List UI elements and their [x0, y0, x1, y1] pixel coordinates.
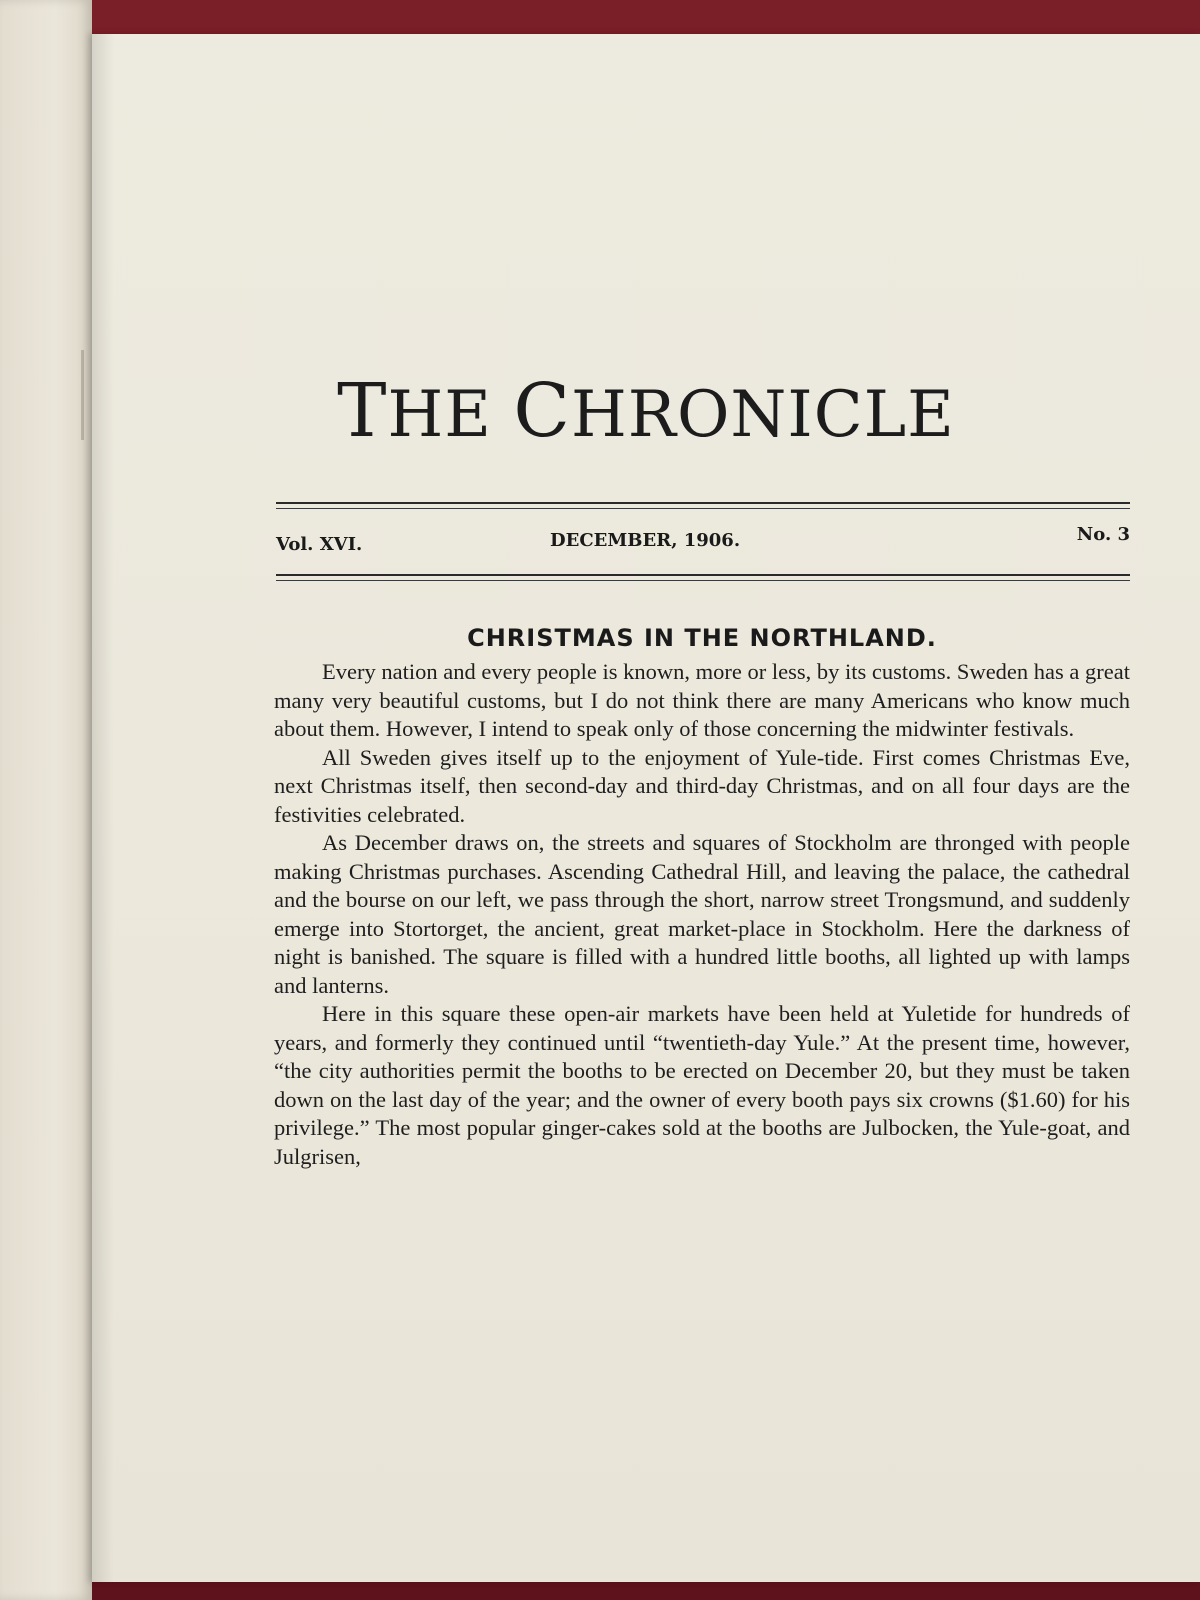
top-double-rule [276, 502, 1130, 509]
masthead-letter-c: C [513, 368, 571, 454]
article-paragraph: Every nation and every people is known, more or less, by its customs. Sweden has a great many very beautiful customs, but I do not think there are many Americans who know much about them. However, I intend to speak only of those concerning the midwinter festivals. [274, 659, 1130, 741]
masthead-word-chronicle: HRONICLE [570, 378, 955, 452]
rule-line [276, 580, 1130, 581]
masthead-letter-t: T [337, 368, 388, 454]
issue-number: No. 3 [1076, 524, 1130, 545]
masthead-word-the: HE [387, 378, 492, 452]
gutter-shadow [92, 34, 114, 1582]
rule-line [276, 508, 1130, 509]
article-paragraph: As December draws on, the streets and squares of Stockholm are thronged with people making Christmas purchases. Ascending Cathedral Hill, and leaving the palace, the cathedral and the bourse on our left, we pass through the short, narrow street Trongsmund, and suddenly emerge into Stortorget, the ancient, great market-place in Stockholm. Here the darkness of night is banished. The square is filled with a hundred little booths, all lighted up with lamps and lanterns. [274, 830, 1130, 998]
fold-mark [81, 350, 84, 440]
issue-info-line [276, 524, 1130, 558]
rule-line [276, 574, 1130, 576]
issue-date: DECEMBER, 1906. [550, 530, 741, 551]
article-paragraph: All Sweden gives itself up to the enjoyment of Yule-tide. First comes Christmas Eve, next Christmas itself, then second-day and third-day Christmas, and on all four days are the festivities celebrated. [274, 744, 1130, 827]
volume-label: Vol. XVI. [276, 534, 363, 555]
masthead-title [92, 368, 1200, 454]
article-title: CHRISTMAS IN THE NORTHLAND. [467, 624, 937, 652]
article [274, 624, 1130, 1171]
rule-line [276, 502, 1130, 504]
facing-page-edge [0, 0, 92, 1600]
magazine-page [92, 34, 1200, 1582]
bottom-double-rule [276, 574, 1130, 581]
article-paragraph: Here in this square these open-air markets have been held at Yuletide for hundreds of years, and formerly they continued until “twentieth-day Yule.” At the present time, however, “the city authorities permit the booths to be erected on December 20, but they must be taken down on the last day of the year; and the owner of every booth pays six crowns ($1.60) for his privilege.” The most popular ginger-cakes sold at the booths are Julbocken, the Yule-goat, and Julgrisen, [274, 1001, 1130, 1169]
